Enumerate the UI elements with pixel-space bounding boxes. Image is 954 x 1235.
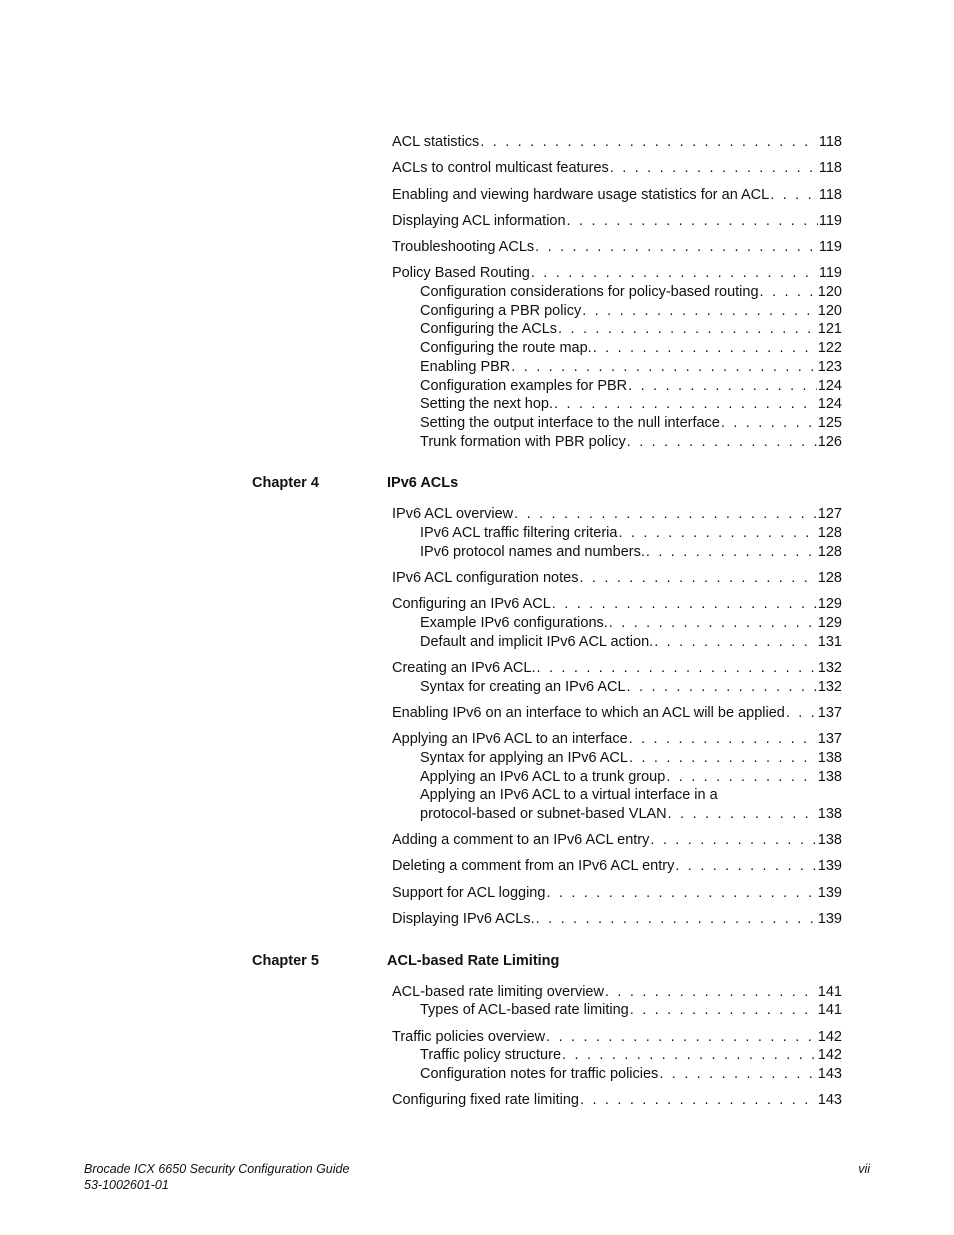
- toc-entry-page: 119: [818, 239, 842, 256]
- toc-entry-title: IPv6 ACL traffic filtering criteria: [420, 524, 618, 541]
- toc-entry-page: 142: [817, 1028, 842, 1045]
- toc-entry-title: Syntax for creating an IPv6 ACL: [420, 678, 626, 695]
- dot-leader: [629, 749, 817, 768]
- toc-subentry[interactable]: [420, 1046, 842, 1065]
- toc-entry-title: Enabling PBR: [420, 358, 511, 375]
- toc-entry-page: 141: [817, 983, 842, 1000]
- toc-entry-title: Applying an IPv6 ACL to a virtual interface in a: [420, 787, 718, 804]
- dot-leader: [666, 768, 816, 787]
- toc-entry-title: Enabling and viewing hardware usage statistics for an ACL: [392, 186, 770, 203]
- toc-entry-page: 132: [817, 678, 842, 695]
- toc-subentry[interactable]: [420, 302, 842, 321]
- toc-entry-page: 143: [817, 1092, 842, 1109]
- toc-subentry[interactable]: [420, 1001, 842, 1020]
- toc-entry[interactable]: [392, 264, 842, 283]
- toc-entry[interactable]: [392, 910, 842, 929]
- toc-entry-page: 138: [817, 768, 842, 785]
- dot-leader: [552, 595, 817, 614]
- toc-entry-page: 139: [817, 884, 842, 901]
- chapter-number: Chapter 5: [252, 952, 319, 969]
- toc-entry-page: 125: [817, 414, 842, 431]
- dot-leader: [659, 1065, 816, 1084]
- dot-leader: [646, 543, 817, 562]
- toc-block-chapter-5: [0, 983, 954, 1110]
- toc-entry-title: Policy Based Routing: [392, 265, 530, 282]
- dot-leader: [650, 831, 816, 850]
- toc-entry-page: 141: [817, 1002, 842, 1019]
- toc-entry-title: Creating an IPv6 ACL.: [392, 659, 536, 676]
- toc-subentry[interactable]: [420, 524, 842, 543]
- dot-leader: [760, 283, 817, 302]
- toc-entry-page: 124: [817, 396, 842, 413]
- chapter-heading-4: [0, 475, 954, 495]
- toc-entry-title: Adding a comment to an IPv6 ACL entry: [392, 832, 650, 849]
- toc-entry-title: Traffic policies overview: [392, 1028, 546, 1045]
- toc-entry[interactable]: [392, 569, 842, 588]
- toc-entry[interactable]: [392, 831, 842, 850]
- toc-entry-title: ACL statistics: [392, 134, 480, 150]
- toc-entry-page: 119: [818, 265, 842, 282]
- toc-entry-title: Configuration considerations for policy-based routing: [420, 284, 759, 301]
- toc-entry-title: Applying an IPv6 ACL to a trunk group: [420, 768, 666, 785]
- page-footer: [84, 1161, 870, 1193]
- table-of-contents: [0, 133, 954, 1110]
- dot-leader: [582, 302, 817, 321]
- dot-leader: [531, 264, 818, 283]
- dot-leader: [558, 320, 817, 339]
- dot-leader: [562, 1046, 817, 1065]
- toc-entry[interactable]: [392, 704, 842, 723]
- toc-entry-page: 131: [817, 633, 842, 650]
- toc-entry[interactable]: [392, 1091, 842, 1110]
- toc-entry[interactable]: [392, 186, 842, 205]
- toc-entry[interactable]: [392, 133, 842, 152]
- toc-entry-title: Trunk formation with PBR policy: [420, 433, 626, 450]
- page-number: vii: [858, 1162, 870, 1176]
- toc-entry-title: Configuring fixed rate limiting: [392, 1092, 579, 1109]
- dot-leader: [668, 805, 817, 824]
- toc-subentry[interactable]: [420, 320, 842, 339]
- toc-entry-title: Syntax for applying an IPv6 ACL: [420, 749, 628, 766]
- toc-entry-title: Traffic policy structure: [420, 1047, 562, 1064]
- toc-entry-title: Setting the next hop.: [420, 396, 554, 413]
- toc-entry-page: 129: [817, 596, 842, 613]
- dot-leader: [609, 614, 817, 633]
- toc-subentry[interactable]: [420, 543, 842, 562]
- toc-entry[interactable]: [392, 212, 842, 231]
- dot-leader: [610, 159, 818, 178]
- toc-entry-page: 138: [817, 805, 842, 822]
- toc-entry-title: Support for ACL logging: [392, 884, 546, 901]
- toc-entry-page: 128: [817, 569, 842, 586]
- toc-entry[interactable]: [392, 884, 842, 903]
- dot-leader: [546, 884, 816, 903]
- toc-subentry[interactable]: [420, 433, 842, 452]
- document-number: 53-1002601-01: [84, 1178, 169, 1192]
- dot-leader: [786, 704, 817, 723]
- toc-subentry[interactable]: [420, 678, 842, 697]
- dot-leader: [618, 524, 816, 543]
- toc-subentry[interactable]: [420, 786, 842, 805]
- toc-entry-page: 118: [818, 160, 842, 177]
- toc-block-chapter-4: [0, 505, 954, 928]
- toc-entry-title: Configuring an IPv6 ACL: [392, 596, 551, 613]
- toc-subentry[interactable]: [420, 749, 842, 768]
- dot-leader: [579, 569, 816, 588]
- toc-subentry[interactable]: [420, 1065, 842, 1084]
- toc-subentry[interactable]: [420, 358, 842, 377]
- toc-entry[interactable]: [392, 857, 842, 876]
- dot-leader: [629, 730, 817, 749]
- toc-entry-title: Displaying IPv6 ACLs.: [392, 911, 535, 927]
- dot-leader: [536, 910, 817, 929]
- toc-entry-title: IPv6 protocol names and numbers.: [420, 543, 645, 560]
- dot-leader: [567, 212, 818, 231]
- dot-leader: [627, 678, 817, 697]
- dot-leader: [593, 339, 817, 358]
- toc-entry-page: 132: [817, 659, 842, 676]
- toc-entry-page: 138: [817, 832, 842, 849]
- chapter-heading-5: [0, 953, 954, 973]
- toc-entry-page: 137: [817, 731, 842, 748]
- toc-subentry[interactable]: [420, 633, 842, 652]
- chapter-number: Chapter 4: [252, 475, 319, 492]
- toc-entry-page: 137: [817, 704, 842, 721]
- toc-entry[interactable]: [392, 1028, 842, 1047]
- dot-leader: [654, 633, 817, 652]
- toc-entry-title: Configuration notes for traffic policies: [420, 1066, 659, 1083]
- toc-entry-page: 139: [817, 911, 842, 927]
- toc-entry-title: Applying an IPv6 ACL to an interface: [392, 731, 628, 748]
- toc-entry[interactable]: [392, 983, 842, 1002]
- dot-leader: [480, 133, 818, 152]
- chapter-title: IPv6 ACLs: [387, 475, 459, 492]
- toc-entry-page: 139: [817, 858, 842, 875]
- dot-leader: [535, 238, 818, 257]
- toc-entry-page: 142: [817, 1047, 842, 1064]
- toc-subentry[interactable]: [420, 414, 842, 433]
- dot-leader: [605, 983, 817, 1002]
- toc-entry-title: Configuring the route map.: [420, 340, 592, 357]
- toc-entry-page: 119: [818, 212, 842, 229]
- toc-entry-page: 121: [817, 321, 842, 338]
- toc-entry[interactable]: [392, 505, 842, 524]
- dot-leader: [721, 414, 817, 433]
- toc-entry-page: 143: [817, 1066, 842, 1083]
- toc-entry-title: protocol-based or subnet-based VLAN: [420, 805, 667, 822]
- toc-entry-page: 127: [817, 506, 842, 523]
- toc-subentry[interactable]: [420, 339, 842, 358]
- dot-leader: [770, 186, 818, 205]
- toc-entry-title: ACL-based rate limiting overview: [392, 983, 604, 1000]
- toc-entry-page: 126: [817, 433, 842, 450]
- toc-subentry[interactable]: [420, 805, 842, 824]
- dot-leader: [580, 1091, 817, 1110]
- toc-entry-title: Enabling IPv6 on an interface to which an ACL will be applied: [392, 704, 785, 721]
- toc-entry[interactable]: [392, 659, 842, 678]
- toc-entry-page: 123: [817, 358, 842, 375]
- dot-leader: [554, 395, 817, 414]
- toc-entry-page: 118: [818, 134, 842, 150]
- toc-entry-title: Configuring the ACLs: [420, 321, 558, 338]
- dot-leader: [627, 433, 817, 452]
- toc-subentry[interactable]: [420, 377, 842, 396]
- dot-leader: [628, 377, 817, 396]
- toc-subentry[interactable]: [420, 395, 842, 414]
- toc-entry-page: 129: [817, 614, 842, 631]
- dot-leader: [546, 1028, 817, 1047]
- toc-entry[interactable]: [392, 730, 842, 749]
- toc-entry-title: Deleting a comment from an IPv6 ACL entry: [392, 858, 675, 875]
- toc-entry-title: IPv6 ACL configuration notes: [392, 569, 579, 586]
- toc-entry-title: Displaying ACL information: [392, 212, 566, 229]
- toc-entry-page: 128: [817, 524, 842, 541]
- toc-entry-title: Troubleshooting ACLs: [392, 239, 535, 256]
- toc-entry-page: 122: [817, 340, 842, 357]
- toc-entry-title: ACLs to control multicast features: [392, 160, 609, 177]
- toc-block-chapter-3-continued: [0, 133, 954, 451]
- toc-entry-title: Setting the output interface to the null interface: [420, 414, 720, 431]
- dot-leader: [675, 857, 816, 876]
- toc-subentry[interactable]: [420, 768, 842, 787]
- dot-leader: [511, 358, 817, 377]
- toc-entry[interactable]: [392, 159, 842, 178]
- toc-subentry[interactable]: [420, 614, 842, 633]
- toc-entry-page: 120: [817, 302, 842, 319]
- dot-leader: [536, 659, 816, 678]
- toc-entry-page: 138: [817, 749, 842, 766]
- toc-entry-title: IPv6 ACL overview: [392, 506, 514, 523]
- chapter-title: ACL-based Rate Limiting: [387, 952, 560, 969]
- toc-entry-page: 128: [817, 543, 842, 560]
- dot-leader: [514, 505, 817, 524]
- toc-entry-title: Example IPv6 configurations.: [420, 614, 608, 631]
- toc-entry-title: Configuring a PBR policy: [420, 302, 582, 319]
- toc-entry-title: Configuration examples for PBR: [420, 377, 628, 394]
- toc-entry-page: 124: [817, 377, 842, 394]
- toc-entry-page: 120: [817, 284, 842, 301]
- toc-entry[interactable]: [392, 595, 842, 614]
- toc-entry-title: Default and implicit IPv6 ACL action.: [420, 633, 654, 650]
- toc-subentry[interactable]: [420, 283, 842, 302]
- guide-title: Brocade ICX 6650 Security Configuration Guide: [84, 1162, 350, 1176]
- dot-leader: [630, 1001, 817, 1020]
- toc-entry[interactable]: [392, 238, 842, 257]
- toc-entry-page: 118: [818, 186, 842, 203]
- toc-entry-title: Types of ACL-based rate limiting: [420, 1002, 629, 1019]
